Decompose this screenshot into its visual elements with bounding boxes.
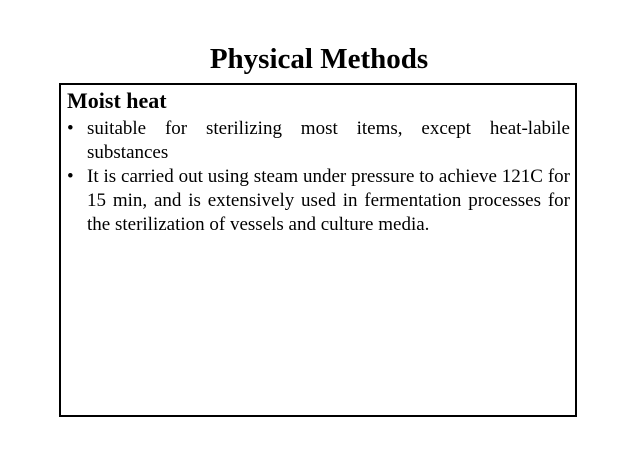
slide-title: Physical Methods — [209, 43, 429, 75]
bullet-item — [67, 165, 570, 237]
bullet-icon: • — [67, 118, 74, 139]
bullet-icon: • — [67, 166, 74, 187]
bullet-list — [67, 117, 570, 237]
bullet-item — [67, 117, 570, 165]
bullet-text: suitable for sterilizing most items, except heat-labile substances — [87, 118, 570, 163]
bullet-text: It is carried out using steam under pressure to achieve 121C for 15 min, and is extensively used in fermentation processes for the sterilization of vessels and culture media. — [87, 166, 570, 235]
section-heading: Moist heat — [67, 88, 167, 113]
content-box — [59, 83, 577, 417]
